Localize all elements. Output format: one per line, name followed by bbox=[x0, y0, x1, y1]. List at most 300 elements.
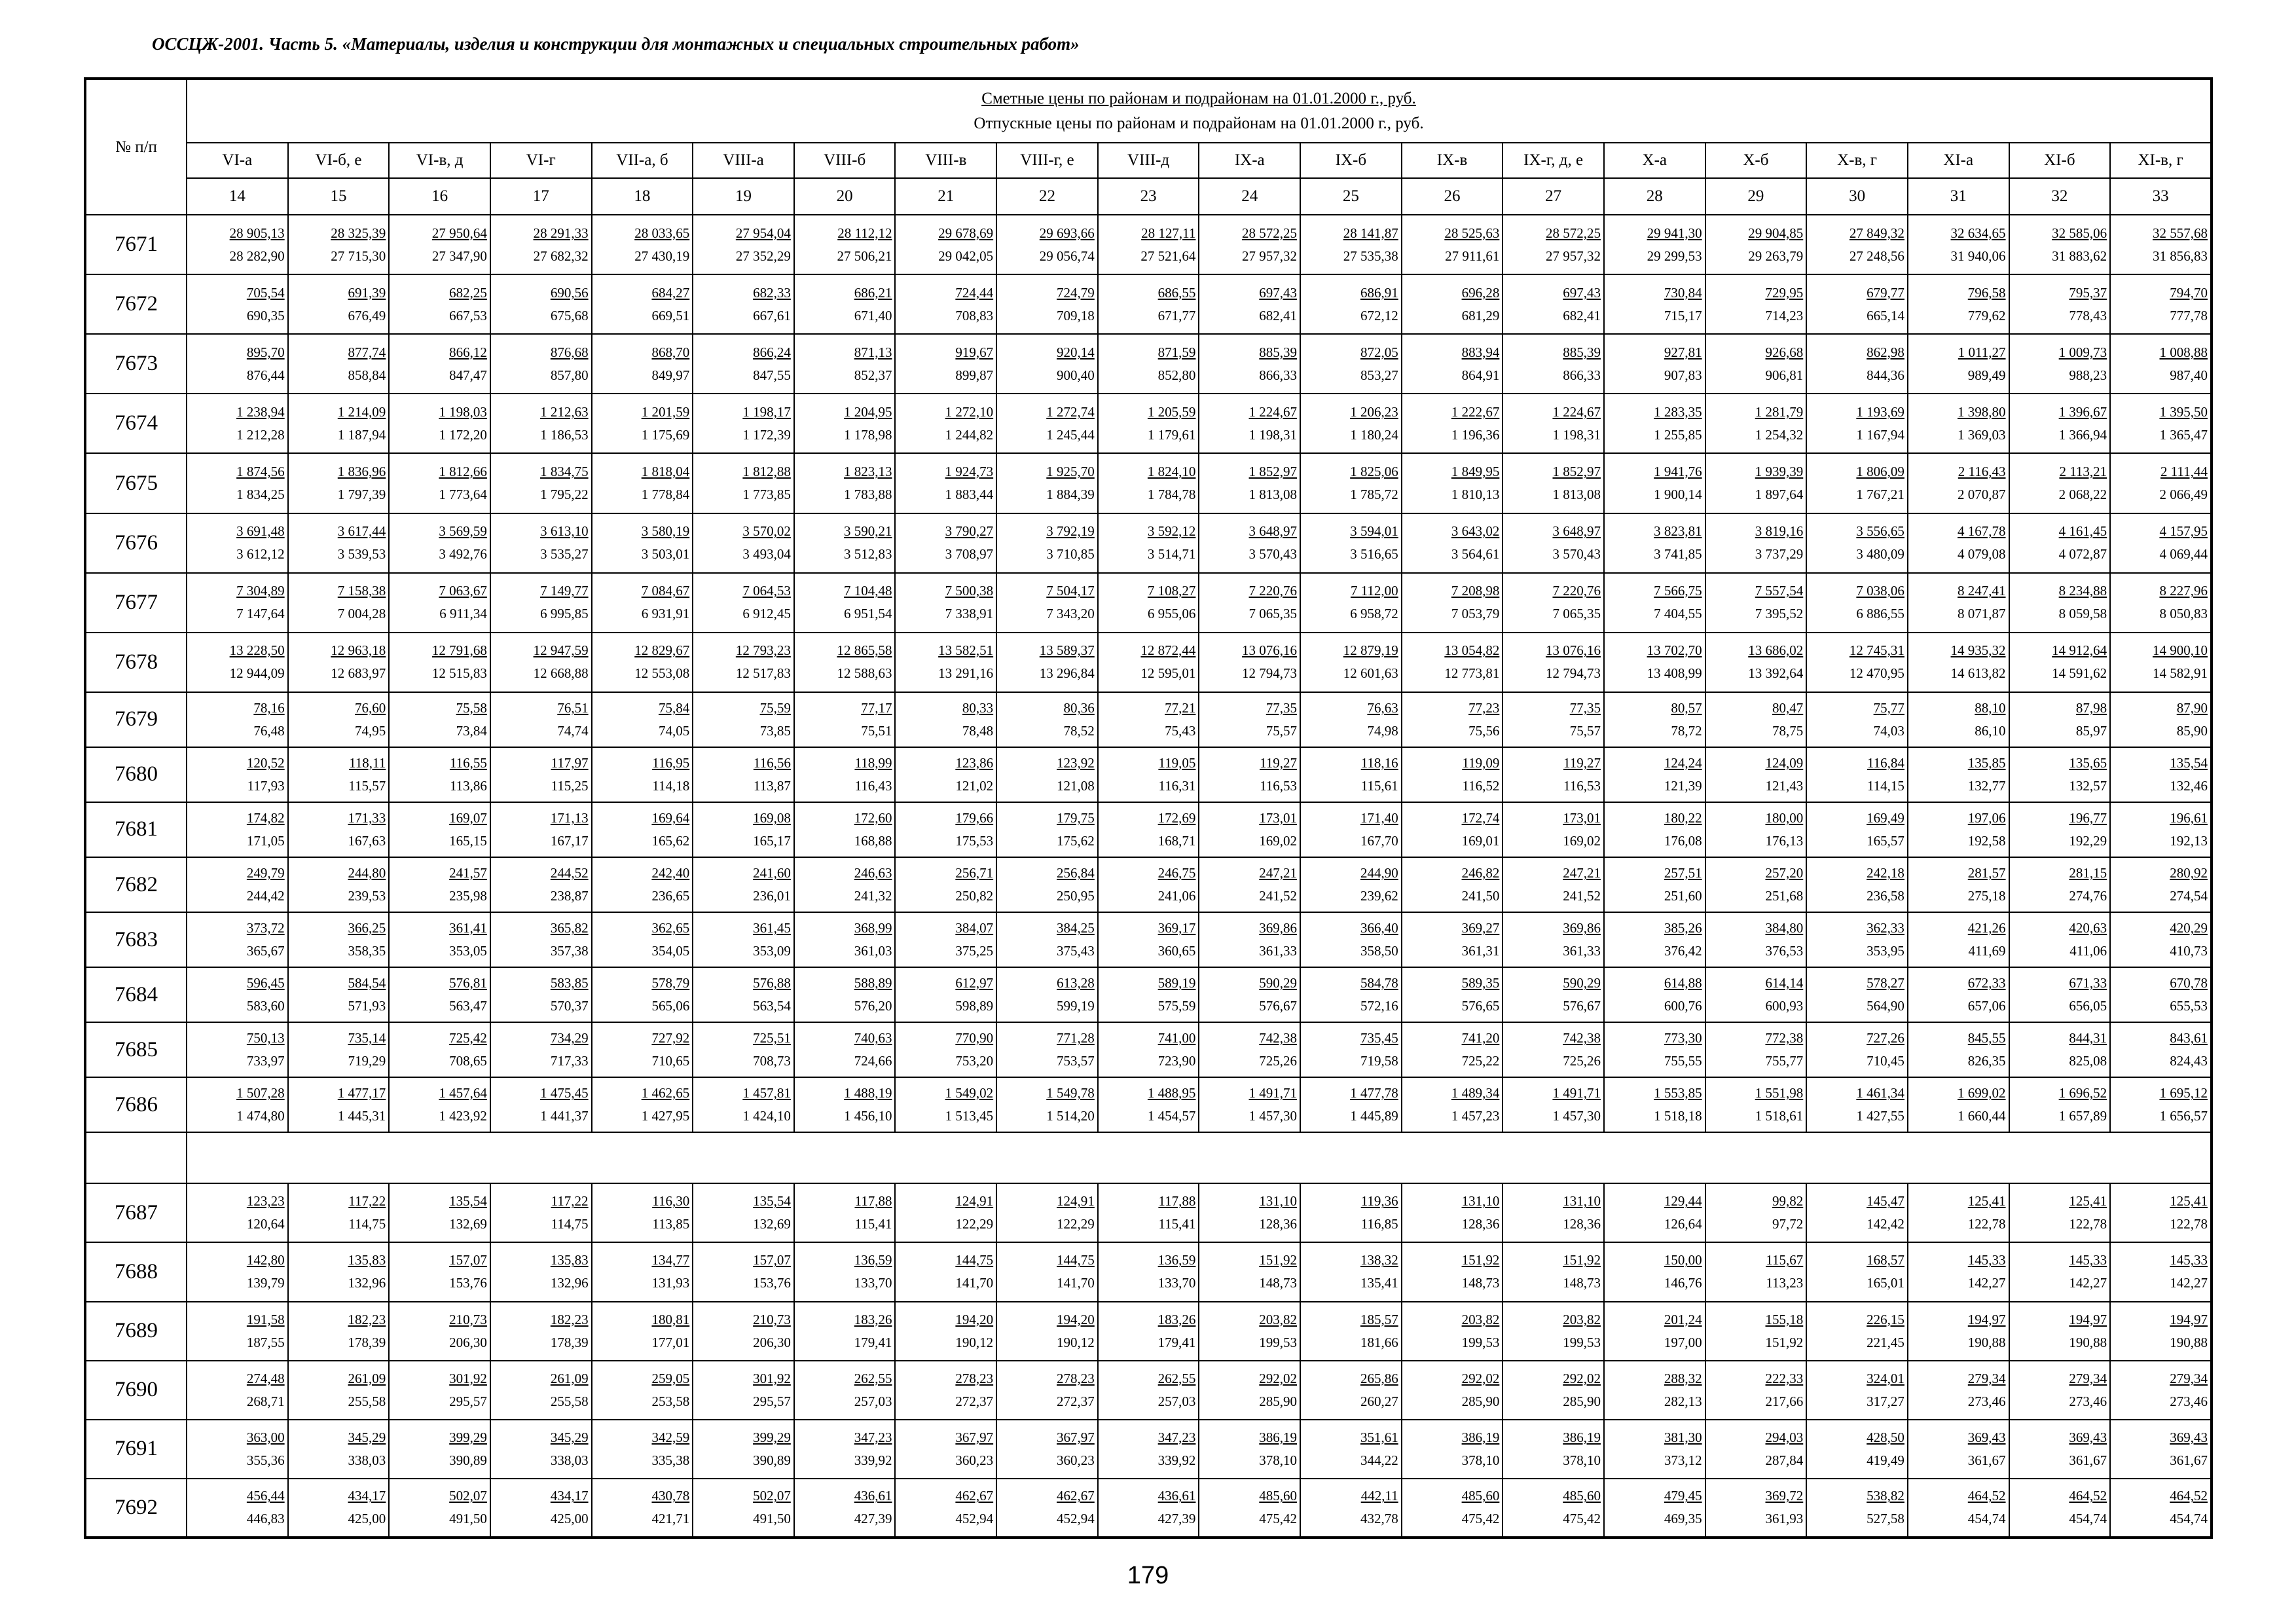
release-price: 665,14 bbox=[1867, 307, 1904, 323]
estimate-price: 456,44 bbox=[246, 1488, 285, 1504]
release-price: 117,93 bbox=[247, 777, 285, 794]
column-number: 24 bbox=[1199, 178, 1300, 215]
release-price: 199,53 bbox=[1461, 1334, 1500, 1350]
row-code: 7685 bbox=[85, 1022, 187, 1077]
price-cell bbox=[1503, 633, 1604, 692]
release-price: 27 347,90 bbox=[431, 248, 487, 264]
release-price: 3 493,04 bbox=[742, 546, 791, 563]
release-price: 708,65 bbox=[449, 1053, 487, 1069]
estimate-price: 257,51 bbox=[1664, 865, 1702, 881]
estimate-price: 28 127,11 bbox=[1141, 225, 1196, 241]
estimate-price: 614,88 bbox=[1664, 975, 1702, 991]
estimate-price: 123,92 bbox=[1057, 754, 1095, 771]
row-code: 7686 bbox=[85, 1077, 187, 1132]
estimate-price: 3 613,10 bbox=[540, 523, 589, 540]
release-price: 714,23 bbox=[1765, 307, 1804, 323]
price-cell bbox=[592, 802, 693, 857]
release-price: 251,68 bbox=[1765, 888, 1804, 904]
release-price: 151,92 bbox=[1765, 1334, 1804, 1350]
column-number: 22 bbox=[996, 178, 1098, 215]
release-price: 7 053,79 bbox=[1451, 606, 1500, 622]
price-cell bbox=[895, 215, 996, 274]
price-cell bbox=[1300, 633, 1402, 692]
estimate-price: 14 900,10 bbox=[2152, 642, 2208, 659]
price-cell bbox=[187, 334, 288, 394]
price-cell bbox=[895, 573, 996, 633]
price-cell bbox=[1503, 573, 1604, 633]
release-price: 128,36 bbox=[1563, 1216, 1601, 1232]
release-price: 900,40 bbox=[1057, 367, 1095, 383]
estimate-price: 436,61 bbox=[1157, 1488, 1196, 1504]
estimate-price: 278,23 bbox=[1057, 1370, 1095, 1386]
estimate-price: 1 011,27 bbox=[1958, 344, 2006, 360]
estimate-price: 464,52 bbox=[2170, 1488, 2208, 1504]
estimate-price: 1 193,69 bbox=[1856, 403, 1904, 420]
release-price: 171,05 bbox=[246, 832, 285, 849]
estimate-price: 12 793,23 bbox=[735, 642, 791, 659]
price-cell bbox=[794, 692, 896, 747]
estimate-price: 1 507,28 bbox=[236, 1085, 285, 1101]
release-price: 989,49 bbox=[1967, 367, 2006, 383]
estimate-price: 347,23 bbox=[854, 1429, 892, 1445]
price-cell bbox=[592, 692, 693, 747]
estimate-price: 3 569,59 bbox=[439, 523, 487, 540]
release-price: 273,46 bbox=[2170, 1393, 2208, 1409]
estimate-price: 502,07 bbox=[449, 1488, 487, 1504]
price-cell bbox=[1604, 633, 1705, 692]
price-cell bbox=[2110, 692, 2212, 747]
price-cell bbox=[693, 1302, 794, 1361]
column-numbers-row bbox=[85, 178, 2212, 215]
release-price: 598,89 bbox=[955, 998, 994, 1014]
price-cell bbox=[187, 1183, 288, 1242]
column-number: 27 bbox=[1503, 178, 1604, 215]
price-cell bbox=[1300, 573, 1402, 633]
price-cell bbox=[1503, 1077, 1604, 1132]
release-price: 361,67 bbox=[2069, 1452, 2107, 1468]
estimate-price: 734,29 bbox=[550, 1030, 589, 1046]
release-price: 178,39 bbox=[348, 1334, 386, 1350]
price-cell bbox=[1098, 1022, 1199, 1077]
release-price: 178,39 bbox=[550, 1334, 589, 1350]
row-code: 7683 bbox=[85, 912, 187, 967]
release-price: 1 427,55 bbox=[1856, 1108, 1904, 1124]
price-cell bbox=[2110, 1361, 2212, 1420]
estimate-price: 690,56 bbox=[550, 284, 589, 301]
table-row bbox=[85, 1479, 2212, 1538]
estimate-price: 796,58 bbox=[1967, 284, 2006, 301]
release-price: 126,64 bbox=[1664, 1216, 1702, 1232]
price-cell bbox=[693, 453, 794, 513]
estimate-price: 28 291,33 bbox=[533, 225, 589, 241]
price-cell bbox=[288, 857, 390, 912]
price-cell bbox=[187, 1302, 288, 1361]
price-cell bbox=[2110, 453, 2212, 513]
price-cell bbox=[1604, 1242, 1705, 1301]
release-price: 285,90 bbox=[1461, 1393, 1500, 1409]
price-cell bbox=[1098, 912, 1199, 967]
estimate-price: 13 076,16 bbox=[1545, 642, 1601, 659]
estimate-price: 324,01 bbox=[1867, 1370, 1904, 1386]
release-price: 76,48 bbox=[253, 722, 285, 739]
estimate-price: 32 634,65 bbox=[1950, 225, 2006, 241]
price-cell bbox=[288, 274, 390, 334]
price-cell bbox=[288, 1022, 390, 1077]
price-cell bbox=[490, 334, 592, 394]
estimate-price: 705,54 bbox=[246, 284, 285, 301]
column-number: 21 bbox=[895, 178, 996, 215]
price-cell bbox=[996, 1242, 1098, 1301]
estimate-price: 1 941,76 bbox=[1654, 464, 1702, 480]
estimate-price: 77,35 bbox=[1266, 699, 1298, 716]
estimate-price: 197,06 bbox=[1967, 809, 2006, 826]
price-cell bbox=[592, 394, 693, 453]
estimate-price: 670,78 bbox=[2170, 975, 2208, 991]
estimate-price: 428,50 bbox=[1867, 1429, 1904, 1445]
estimate-price: 115,67 bbox=[1766, 1252, 1804, 1268]
release-price: 28 282,90 bbox=[229, 248, 285, 264]
column-number: 32 bbox=[2009, 178, 2111, 215]
release-price: 121,02 bbox=[955, 777, 994, 794]
estimate-price: 442,11 bbox=[1360, 1488, 1398, 1504]
estimate-price: 77,21 bbox=[1165, 699, 1196, 716]
estimate-price: 185,57 bbox=[1360, 1311, 1398, 1327]
release-price: 116,43 bbox=[854, 777, 892, 794]
price-cell bbox=[1199, 1183, 1300, 1242]
price-cell bbox=[2009, 1361, 2111, 1420]
row-code: 7676 bbox=[85, 513, 187, 573]
release-price: 12 601,63 bbox=[1343, 665, 1398, 682]
release-price: 3 612,12 bbox=[236, 546, 285, 563]
estimate-price: 183,26 bbox=[854, 1311, 892, 1327]
estimate-price: 77,23 bbox=[1468, 699, 1500, 716]
price-cell bbox=[1503, 334, 1604, 394]
price-cell bbox=[794, 453, 896, 513]
release-price: 176,13 bbox=[1765, 832, 1804, 849]
estimate-price: 144,75 bbox=[955, 1252, 994, 1268]
price-cell bbox=[895, 513, 996, 573]
release-price: 1 445,31 bbox=[337, 1108, 386, 1124]
estimate-price: 129,44 bbox=[1664, 1193, 1702, 1209]
estimate-price: 124,09 bbox=[1765, 754, 1804, 771]
estimate-price: 29 904,85 bbox=[1748, 225, 1804, 241]
estimate-price: 123,86 bbox=[955, 754, 994, 771]
release-price: 671,77 bbox=[1157, 307, 1196, 323]
estimate-price: 173,01 bbox=[1259, 809, 1298, 826]
release-price: 576,20 bbox=[854, 998, 892, 1014]
release-price: 1 513,45 bbox=[945, 1108, 994, 1124]
release-price: 116,85 bbox=[1360, 1216, 1398, 1232]
estimate-price: 12 745,31 bbox=[1849, 642, 1904, 659]
release-price: 864,91 bbox=[1461, 367, 1500, 383]
price-cell bbox=[1806, 573, 1908, 633]
estimate-price: 1 488,19 bbox=[843, 1085, 892, 1101]
release-price: 236,58 bbox=[1867, 888, 1904, 904]
estimate-price: 742,38 bbox=[1563, 1030, 1601, 1046]
estimate-price: 7 038,06 bbox=[1856, 583, 1904, 599]
release-price: 1 178,98 bbox=[843, 426, 892, 443]
price-cell bbox=[2009, 633, 2111, 692]
price-cell bbox=[592, 912, 693, 967]
estimate-price: 13 589,37 bbox=[1039, 642, 1095, 659]
release-price: 168,71 bbox=[1157, 832, 1196, 849]
estimate-price: 7 566,75 bbox=[1654, 583, 1702, 599]
price-cell bbox=[592, 1361, 693, 1420]
release-price: 241,52 bbox=[1259, 888, 1298, 904]
table-row bbox=[85, 394, 2212, 453]
price-cell bbox=[187, 1077, 288, 1132]
price-cell bbox=[1402, 1183, 1503, 1242]
estimate-price: 1 812,66 bbox=[439, 464, 487, 480]
price-cell bbox=[1402, 633, 1503, 692]
price-cell bbox=[1908, 573, 2009, 633]
estimate-price: 117,97 bbox=[551, 754, 589, 771]
estimate-price: 1 206,23 bbox=[1350, 403, 1398, 420]
release-price: 1 172,39 bbox=[742, 426, 791, 443]
estimate-price: 203,82 bbox=[1461, 1311, 1500, 1327]
release-price: 74,74 bbox=[557, 722, 589, 739]
estimate-price: 345,29 bbox=[348, 1429, 386, 1445]
estimate-price: 278,23 bbox=[955, 1370, 994, 1386]
release-price: 285,90 bbox=[1259, 1393, 1298, 1409]
price-cell bbox=[1098, 692, 1199, 747]
estimate-price: 361,41 bbox=[449, 920, 487, 936]
price-cell bbox=[996, 1022, 1098, 1077]
price-cell bbox=[1402, 747, 1503, 802]
estimate-price: 1 477,17 bbox=[337, 1085, 386, 1101]
price-cell bbox=[2110, 394, 2212, 453]
estimate-price: 75,58 bbox=[456, 699, 487, 716]
price-cell bbox=[187, 1242, 288, 1301]
release-price: 1 797,39 bbox=[337, 487, 386, 503]
price-cell bbox=[592, 747, 693, 802]
estimate-price: 119,36 bbox=[1360, 1193, 1398, 1209]
release-price: 475,42 bbox=[1461, 1511, 1500, 1527]
price-cell bbox=[1402, 857, 1503, 912]
estimate-price: 771,28 bbox=[1057, 1030, 1095, 1046]
release-price: 86,10 bbox=[1975, 722, 2006, 739]
release-price: 858,84 bbox=[348, 367, 386, 383]
release-price: 241,50 bbox=[1461, 888, 1500, 904]
price-cell bbox=[592, 1302, 693, 1361]
release-price: 12 773,81 bbox=[1444, 665, 1500, 682]
release-price: 1 773,85 bbox=[742, 487, 791, 503]
price-cell bbox=[1503, 857, 1604, 912]
price-cell bbox=[592, 1479, 693, 1538]
release-price: 31 856,83 bbox=[2152, 248, 2208, 264]
estimate-price: 871,13 bbox=[854, 344, 892, 360]
price-cell bbox=[490, 1479, 592, 1538]
price-cell bbox=[2009, 274, 2111, 334]
release-price: 717,33 bbox=[550, 1053, 589, 1069]
release-price: 8 059,58 bbox=[2058, 606, 2107, 622]
price-cell bbox=[1300, 1420, 1402, 1479]
release-price: 146,76 bbox=[1664, 1275, 1702, 1291]
release-price: 565,06 bbox=[651, 998, 690, 1014]
estimate-price: 919,67 bbox=[955, 344, 994, 360]
price-cell bbox=[1806, 1183, 1908, 1242]
estimate-price: 12 872,44 bbox=[1140, 642, 1196, 659]
release-price: 690,35 bbox=[246, 307, 285, 323]
release-price: 1 834,25 bbox=[236, 487, 285, 503]
release-price: 132,77 bbox=[1967, 777, 2006, 794]
release-price: 113,85 bbox=[652, 1216, 690, 1232]
price-cell bbox=[1705, 633, 1807, 692]
estimate-price: 2 116,43 bbox=[1958, 464, 2006, 480]
separator-cell bbox=[85, 1132, 187, 1183]
release-price: 250,95 bbox=[1057, 888, 1095, 904]
table-row bbox=[85, 513, 2212, 573]
estimate-price: 420,63 bbox=[2069, 920, 2107, 936]
column-number: 33 bbox=[2110, 178, 2212, 215]
release-price: 241,52 bbox=[1563, 888, 1601, 904]
price-cell bbox=[996, 513, 1098, 573]
release-price: 12 470,95 bbox=[1849, 665, 1904, 682]
price-cell bbox=[1199, 1077, 1300, 1132]
column-header: VIII-б bbox=[794, 143, 896, 178]
estimate-price: 118,16 bbox=[1360, 754, 1398, 771]
estimate-price: 292,02 bbox=[1259, 1370, 1298, 1386]
estimate-price: 116,56 bbox=[753, 754, 791, 771]
estimate-price: 1 283,35 bbox=[1654, 403, 1702, 420]
price-cell bbox=[490, 1242, 592, 1301]
release-price: 135,41 bbox=[1360, 1275, 1398, 1291]
estimate-price: 845,55 bbox=[1967, 1030, 2006, 1046]
release-price: 755,55 bbox=[1664, 1053, 1702, 1069]
estimate-price: 138,32 bbox=[1360, 1252, 1398, 1268]
estimate-price: 155,18 bbox=[1765, 1311, 1804, 1327]
price-cell bbox=[2110, 1242, 2212, 1301]
price-cell bbox=[895, 1302, 996, 1361]
price-cell bbox=[895, 1420, 996, 1479]
release-price: 779,62 bbox=[1967, 307, 2006, 323]
price-cell bbox=[794, 747, 896, 802]
price-cell bbox=[1098, 1183, 1199, 1242]
price-cell bbox=[187, 1420, 288, 1479]
price-cell bbox=[1806, 513, 1908, 573]
price-cell bbox=[2009, 857, 2111, 912]
price-cell bbox=[1300, 274, 1402, 334]
estimate-price: 180,81 bbox=[651, 1311, 690, 1327]
estimate-price: 281,15 bbox=[2069, 865, 2107, 881]
release-price: 114,75 bbox=[551, 1216, 589, 1232]
release-price: 667,61 bbox=[753, 307, 791, 323]
estimate-price: 795,37 bbox=[2069, 284, 2107, 301]
table-row bbox=[85, 912, 2212, 967]
estimate-price: 242,18 bbox=[1867, 865, 1904, 881]
price-cell bbox=[794, 1302, 896, 1361]
price-cell bbox=[1503, 394, 1604, 453]
release-price: 571,93 bbox=[348, 998, 386, 1014]
estimate-price: 589,19 bbox=[1157, 975, 1196, 991]
estimate-price: 265,86 bbox=[1360, 1370, 1398, 1386]
estimate-price: 12 865,58 bbox=[837, 642, 892, 659]
row-code: 7681 bbox=[85, 802, 187, 857]
column-number: 18 bbox=[592, 178, 693, 215]
estimate-price: 750,13 bbox=[246, 1030, 285, 1046]
price-cell bbox=[1705, 1420, 1807, 1479]
column-header: VIII-г, е bbox=[996, 143, 1098, 178]
estimate-price: 464,52 bbox=[2069, 1488, 2107, 1504]
release-price: 14 582,91 bbox=[2152, 665, 2208, 682]
column-header: X-в, г bbox=[1806, 143, 1908, 178]
release-price: 576,67 bbox=[1259, 998, 1298, 1014]
price-cell bbox=[1300, 802, 1402, 857]
estimate-price: 179,75 bbox=[1057, 809, 1095, 826]
estimate-price: 1 849,95 bbox=[1451, 464, 1500, 480]
estimate-price: 1 395,50 bbox=[2159, 403, 2208, 420]
price-cell bbox=[1705, 912, 1807, 967]
price-cell bbox=[490, 633, 592, 692]
release-price: 74,03 bbox=[1873, 722, 1904, 739]
release-price: 7 004,28 bbox=[337, 606, 386, 622]
release-price: 73,85 bbox=[759, 722, 791, 739]
release-price: 85,90 bbox=[2176, 722, 2208, 739]
estimate-price: 4 167,78 bbox=[1958, 523, 2006, 540]
release-price: 583,60 bbox=[246, 998, 285, 1014]
price-cell bbox=[592, 1022, 693, 1077]
release-price: 669,51 bbox=[651, 307, 690, 323]
price-cell bbox=[996, 857, 1098, 912]
release-price: 1 423,92 bbox=[439, 1108, 487, 1124]
release-price: 1 445,89 bbox=[1350, 1108, 1398, 1124]
price-cell bbox=[996, 274, 1098, 334]
release-price: 241,06 bbox=[1157, 888, 1196, 904]
release-price: 74,95 bbox=[355, 722, 386, 739]
price-cell bbox=[1098, 1302, 1199, 1361]
estimate-price: 29 941,30 bbox=[1647, 225, 1702, 241]
estimate-price: 292,02 bbox=[1563, 1370, 1601, 1386]
estimate-price: 194,20 bbox=[1057, 1311, 1095, 1327]
release-price: 29 263,79 bbox=[1748, 248, 1804, 264]
price-cell bbox=[996, 1420, 1098, 1479]
price-cell bbox=[1705, 1183, 1807, 1242]
estimate-price: 742,38 bbox=[1259, 1030, 1298, 1046]
release-price: 361,03 bbox=[854, 943, 892, 959]
release-price: 723,90 bbox=[1157, 1053, 1196, 1069]
estimate-price: 1 818,04 bbox=[641, 464, 690, 480]
release-price: 317,27 bbox=[1867, 1393, 1904, 1409]
release-price: 1 656,57 bbox=[2159, 1108, 2208, 1124]
price-cell bbox=[1806, 912, 1908, 967]
price-cell bbox=[490, 1361, 592, 1420]
release-price: 365,67 bbox=[246, 943, 285, 959]
release-price: 708,73 bbox=[753, 1053, 791, 1069]
price-cell bbox=[187, 692, 288, 747]
price-cell bbox=[693, 1242, 794, 1301]
release-price: 427,39 bbox=[854, 1511, 892, 1527]
price-cell bbox=[693, 912, 794, 967]
estimate-price: 131,10 bbox=[1461, 1193, 1500, 1209]
release-price: 675,68 bbox=[550, 307, 589, 323]
price-cell bbox=[1908, 1361, 2009, 1420]
release-price: 682,41 bbox=[1563, 307, 1601, 323]
release-price: 165,15 bbox=[449, 832, 487, 849]
release-price: 3 514,71 bbox=[1147, 546, 1196, 563]
price-cell bbox=[895, 857, 996, 912]
release-price: 190,88 bbox=[2170, 1334, 2208, 1350]
price-cell bbox=[1604, 1361, 1705, 1420]
price-cell bbox=[288, 215, 390, 274]
price-cell bbox=[592, 1242, 693, 1301]
price-cell bbox=[288, 1420, 390, 1479]
estimate-price: 2 113,21 bbox=[2059, 464, 2107, 480]
price-cell bbox=[2110, 1420, 2212, 1479]
estimate-price: 116,55 bbox=[449, 754, 487, 771]
price-cell bbox=[1806, 1420, 1908, 1479]
price-cell bbox=[794, 215, 896, 274]
estimate-price: 386,19 bbox=[1461, 1429, 1500, 1445]
